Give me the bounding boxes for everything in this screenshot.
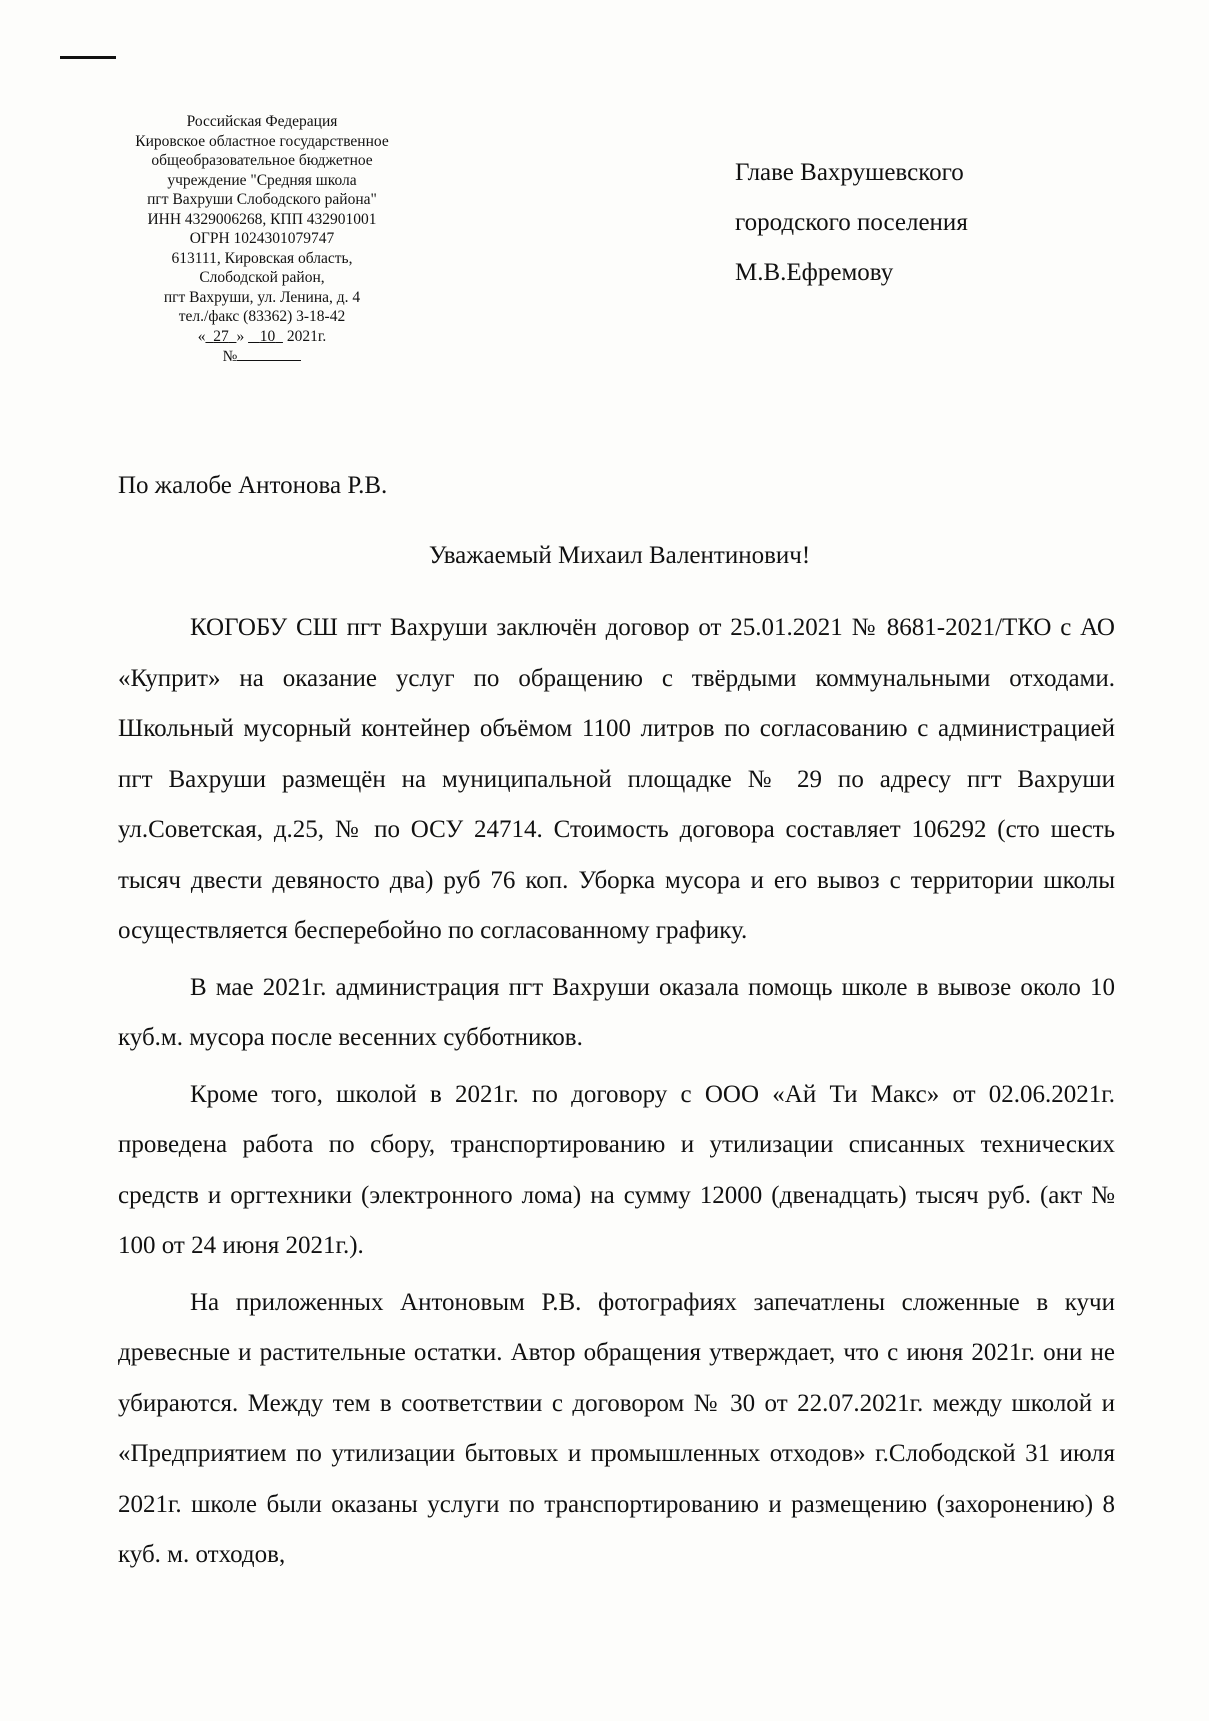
recipient-line: Главе Вахрушевского: [735, 159, 964, 186]
letter-body: [118, 603, 1115, 1587]
number-blank-line: [237, 346, 301, 361]
sender-line: пгт Вахруши, ул. Ленина, д. 4: [163, 288, 361, 306]
sender-line: общеобразовательное бюджетное: [151, 152, 373, 169]
sender-line: 613111, Кировская область,: [171, 249, 353, 267]
sender-line: учреждение "Средняя школа: [167, 171, 357, 189]
sender-line: Российская Федерация: [186, 113, 338, 130]
sender-line: тел./факс (83362) 3-18-42: [178, 308, 346, 325]
corner-dash-mark: [60, 56, 116, 59]
letter-date: [108, 327, 416, 347]
recipient-block: [735, 148, 968, 298]
date-open-quote: «: [197, 327, 206, 345]
body-paragraph: Кроме того, школой в 2021г. по договору с ООО «Ай Ти Макс» от 02.06.2021г. проведена работа по сбору, транспортированию и утилизации списанных технических средств и оргтехники (электронного лома) на сумму 12000 (двенадцать) тысяч руб. (акт № 100 от 24 июня 2021г.).: [118, 1080, 1115, 1259]
sender-line: Кировское областное государственное: [135, 132, 389, 150]
sender-line: Слободской район,: [199, 269, 325, 286]
sender-block: [108, 112, 416, 367]
date-day: 27: [213, 327, 229, 345]
body-paragraph: На приложенных Антоновым Р.В. фотографиях запечатлены сложенные в кучи древесные и растительные остатки. Автор обращения утверждает, что с июня 2021г. они не убираются. Между тем в соответствии с договором № 30 от 22.07.2021г. между школой и «Предприятием по утилизации бытовых и промышленных отходов» г.Слободской 31 июля 2021г. школе были оказаны услуги по транспортированию и размещению (захоронению) 8 куб. м. отходов,: [118, 1288, 1115, 1568]
sender-line: ОГРН 1024301079747: [189, 230, 335, 247]
letter-number: [108, 346, 416, 367]
sender-line: ИНН 4329006268, КПП 432901001: [147, 210, 377, 228]
body-paragraph: В мае 2021г. администрация пгт Вахруши оказала помощь школе в вывозе около 10 куб.м. мусора после весенних субботников.: [118, 973, 1115, 1051]
date-close-quote: »: [236, 327, 245, 345]
body-paragraph: КОГОБУ СШ пгт Вахруши заключён договор от 25.01.2021 № 8681-2021/ТКО с АО «Куприт» на оказание услуг по обращению с твёрдыми коммунальными отходами. Школьный мусорный контейнер объёмом 1100 литров по согласованию с администрацией пгт Вахруши размещён на муниципальной площадке № 29 по адресу пгт Вахруши ул.Советская, д.25, № по ОСУ 24714. Стоимость договора составляет 106292 (сто шесть тысяч двести девяносто два) руб 76 коп. Уборка мусора и его вывоз с территории школы осуществляется бесперебойно по согласованному графику.: [118, 614, 1115, 944]
sender-line: пгт Вахруши Слободского района": [147, 191, 377, 208]
number-label: №: [222, 348, 238, 365]
recipient-line: городского поселения: [735, 209, 968, 236]
letter-subject: По жалобе Антонова Р.В.: [118, 472, 388, 499]
salutation: Уважаемый Михаил Валентинович!: [428, 542, 811, 569]
recipient-line: М.В.Ефремову: [735, 259, 894, 286]
date-year: 2021г.: [286, 327, 327, 345]
date-month: 10: [259, 327, 276, 345]
